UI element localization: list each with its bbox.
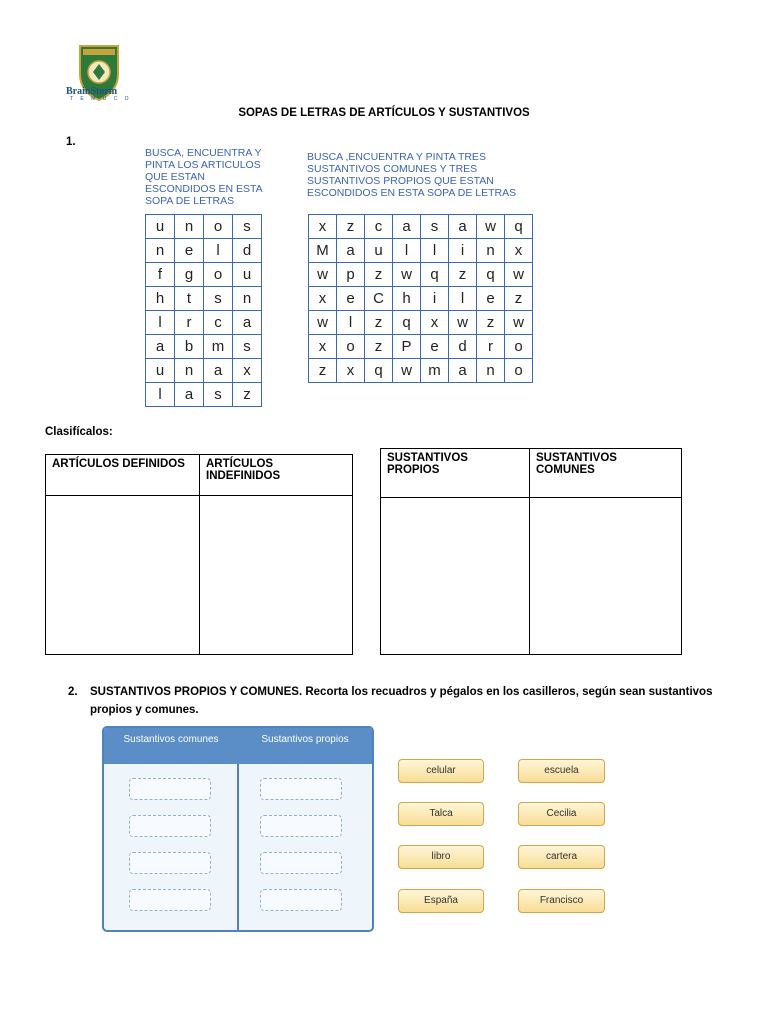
letter-cell[interactable]: q <box>365 359 393 383</box>
letter-cell[interactable]: z <box>233 383 262 407</box>
word-card[interactable]: España <box>398 889 484 913</box>
section-2-number: 2. <box>68 686 78 698</box>
word-card[interactable]: Talca <box>398 802 484 826</box>
instruction-nouns: BUSCA ,ENCUENTRA Y PINTA TRES SUSTANTIVOS COMUNES Y TRES SUSTANTIVOS PROPIOS QUE ESTAN ESCONDIDOS EN ESTA SOPA DE LETRAS <box>307 151 517 199</box>
letter-cell[interactable]: e <box>477 287 505 311</box>
letter-cell[interactable]: q <box>393 311 421 335</box>
letter-cell[interactable]: r <box>477 335 505 359</box>
letter-cell[interactable]: r <box>175 311 204 335</box>
section-2-text-line2: propios y comunes. <box>90 704 199 716</box>
nouns-table <box>380 448 682 655</box>
letter-cell[interactable]: l <box>421 239 449 263</box>
word-card[interactable]: cartera <box>518 845 605 869</box>
grid1-row <box>146 239 262 263</box>
panel-col-common: Sustantivos comunes <box>123 734 219 745</box>
letter-cell[interactable]: l <box>337 311 365 335</box>
letter-cell[interactable]: x <box>233 359 262 383</box>
letter-cell[interactable]: e <box>337 287 365 311</box>
letter-cell[interactable]: a <box>146 335 175 359</box>
letter-cell[interactable]: d <box>449 335 477 359</box>
header-proper-nouns: SUSTANTIVOS PROPIOS <box>381 449 530 498</box>
letter-cell[interactable]: s <box>204 383 233 407</box>
cell-proper-nouns[interactable] <box>381 498 530 655</box>
letter-cell[interactable]: a <box>449 215 477 239</box>
grid2-row <box>309 335 533 359</box>
letter-cell[interactable]: w <box>393 359 421 383</box>
letter-cell[interactable]: m <box>421 359 449 383</box>
letter-cell[interactable]: p <box>337 263 365 287</box>
header-common-nouns: SUSTANTIVOS COMUNES <box>530 449 682 498</box>
letter-cell[interactable]: n <box>233 287 262 311</box>
letter-cell[interactable]: i <box>421 287 449 311</box>
letter-cell[interactable]: h <box>393 287 421 311</box>
slot-common-noun[interactable] <box>129 889 211 911</box>
letter-cell[interactable]: h <box>146 287 175 311</box>
letter-cell[interactable]: u <box>365 239 393 263</box>
section-2-text-line1: SUSTANTIVOS PROPIOS Y COMUNES. Recorta los recuadros y pégalos en los casilleros, según sean sustantivos <box>90 686 713 698</box>
header-definite-articles: ARTÍCULOS DEFINIDOS <box>46 455 200 496</box>
letter-cell[interactable]: w <box>449 311 477 335</box>
grid2-row <box>309 359 533 383</box>
letter-cell[interactable]: P <box>393 335 421 359</box>
letter-cell[interactable]: o <box>337 335 365 359</box>
slot-common-noun[interactable] <box>129 815 211 837</box>
letter-cell[interactable]: z <box>505 287 533 311</box>
grid1-row <box>146 311 262 335</box>
letter-cell[interactable]: g <box>175 263 204 287</box>
letter-cell[interactable]: c <box>204 311 233 335</box>
letter-cell[interactable]: s <box>204 287 233 311</box>
classify-label: Clasifícalos: <box>45 426 113 438</box>
letter-cell[interactable]: u <box>233 263 262 287</box>
letter-cell[interactable]: x <box>421 311 449 335</box>
section-2-instruction <box>68 683 748 719</box>
letter-cell[interactable]: z <box>365 335 393 359</box>
letter-cell[interactable]: q <box>505 215 533 239</box>
letter-cell[interactable]: c <box>365 215 393 239</box>
letter-cell[interactable]: f <box>146 263 175 287</box>
cell-common-nouns[interactable] <box>530 498 682 655</box>
grid1-row <box>146 359 262 383</box>
letter-cell[interactable]: n <box>477 359 505 383</box>
word-card[interactable]: celular <box>398 759 484 783</box>
letter-cell[interactable]: w <box>505 311 533 335</box>
letter-cell[interactable]: a <box>233 311 262 335</box>
letter-cell[interactable]: q <box>421 263 449 287</box>
letter-cell[interactable]: w <box>309 263 337 287</box>
word-search-nouns <box>308 214 533 383</box>
grid1-row <box>146 263 262 287</box>
letter-cell[interactable]: x <box>309 335 337 359</box>
letter-cell[interactable]: z <box>477 311 505 335</box>
letter-cell[interactable]: l <box>204 239 233 263</box>
letter-cell[interactable]: z <box>337 215 365 239</box>
grid1-row <box>146 287 262 311</box>
page-title: SOPAS DE LETRAS DE ARTÍCULOS Y SUSTANTIVOS <box>238 107 530 119</box>
letter-cell[interactable]: e <box>421 335 449 359</box>
letter-cell[interactable]: l <box>393 239 421 263</box>
letter-cell[interactable]: o <box>204 263 233 287</box>
letter-cell[interactable]: M <box>309 239 337 263</box>
letter-cell[interactable]: s <box>421 215 449 239</box>
instruction-articles: BUSCA, ENCUENTRA Y PINTA LOS ARTICULOS QUE ESTAN ESCONDIDOS EN ESTA SOPA DE LETRAS <box>145 147 263 207</box>
letter-cell[interactable]: l <box>146 383 175 407</box>
letter-cell[interactable]: l <box>449 287 477 311</box>
letter-cell[interactable]: x <box>505 239 533 263</box>
slot-proper-noun[interactable] <box>260 852 342 874</box>
letter-cell[interactable]: x <box>309 215 337 239</box>
slot-common-noun[interactable] <box>129 778 211 800</box>
letter-cell[interactable]: s <box>233 335 262 359</box>
grid2-row <box>309 287 533 311</box>
slot-proper-noun[interactable] <box>260 778 342 800</box>
letter-cell[interactable]: n <box>477 239 505 263</box>
letter-cell[interactable]: n <box>146 239 175 263</box>
grid2-row <box>309 311 533 335</box>
letter-cell[interactable]: a <box>449 359 477 383</box>
logo-subtitle: T E M U C O <box>70 96 132 102</box>
letter-cell[interactable]: t <box>175 287 204 311</box>
letter-cell[interactable]: s <box>233 215 262 239</box>
grid1-row <box>146 215 262 239</box>
letter-cell[interactable]: w <box>309 311 337 335</box>
slot-proper-noun[interactable] <box>260 815 342 837</box>
letter-cell[interactable]: o <box>204 215 233 239</box>
panel-col-proper: Sustantivos propios <box>261 734 349 745</box>
letter-cell[interactable]: a <box>337 239 365 263</box>
section-1-number: 1. <box>66 136 76 148</box>
letter-cell[interactable]: z <box>365 311 393 335</box>
letter-cell[interactable]: z <box>309 359 337 383</box>
letter-cell[interactable]: u <box>146 215 175 239</box>
word-card[interactable]: Cecilia <box>518 802 605 826</box>
letter-cell[interactable]: a <box>204 359 233 383</box>
cell-indefinite-articles[interactable] <box>200 496 353 655</box>
articles-table <box>45 454 353 655</box>
panel-divider <box>237 764 239 930</box>
sort-panel <box>102 726 374 932</box>
grid1-row <box>146 335 262 359</box>
letter-cell[interactable]: x <box>337 359 365 383</box>
letter-cell[interactable]: o <box>505 359 533 383</box>
letter-cell[interactable]: C <box>365 287 393 311</box>
letter-cell[interactable]: m <box>204 335 233 359</box>
letter-cell[interactable]: x <box>309 287 337 311</box>
word-card[interactable]: Francisco <box>518 889 605 913</box>
letter-cell[interactable]: n <box>175 215 204 239</box>
letter-cell[interactable]: w <box>505 263 533 287</box>
letter-cell[interactable]: i <box>449 239 477 263</box>
letter-cell[interactable]: z <box>365 263 393 287</box>
letter-cell[interactable]: w <box>393 263 421 287</box>
word-search-articles <box>145 214 262 407</box>
letter-cell[interactable]: z <box>449 263 477 287</box>
letter-cell[interactable]: l <box>146 311 175 335</box>
logo-text: BrainStorm <box>66 86 118 97</box>
letter-cell[interactable]: a <box>175 383 204 407</box>
grid2-row <box>309 239 533 263</box>
slot-common-noun[interactable] <box>129 852 211 874</box>
letter-cell[interactable]: u <box>146 359 175 383</box>
grid2-row <box>309 215 533 239</box>
word-card[interactable]: libro <box>398 845 484 869</box>
grid1-row <box>146 383 262 407</box>
cell-definite-articles[interactable] <box>46 496 200 655</box>
slot-proper-noun[interactable] <box>260 889 342 911</box>
word-card[interactable]: escuela <box>518 759 605 783</box>
letter-cell[interactable]: w <box>477 215 505 239</box>
letter-cell[interactable]: q <box>477 263 505 287</box>
letter-cell[interactable]: e <box>175 239 204 263</box>
letter-cell[interactable]: a <box>393 215 421 239</box>
letter-cell[interactable]: n <box>175 359 204 383</box>
letter-cell[interactable]: d <box>233 239 262 263</box>
header-indefinite-articles: ARTÍCULOS INDEFINIDOS <box>200 455 353 496</box>
letter-cell[interactable]: b <box>175 335 204 359</box>
grid2-row <box>309 263 533 287</box>
letter-cell[interactable]: o <box>505 335 533 359</box>
